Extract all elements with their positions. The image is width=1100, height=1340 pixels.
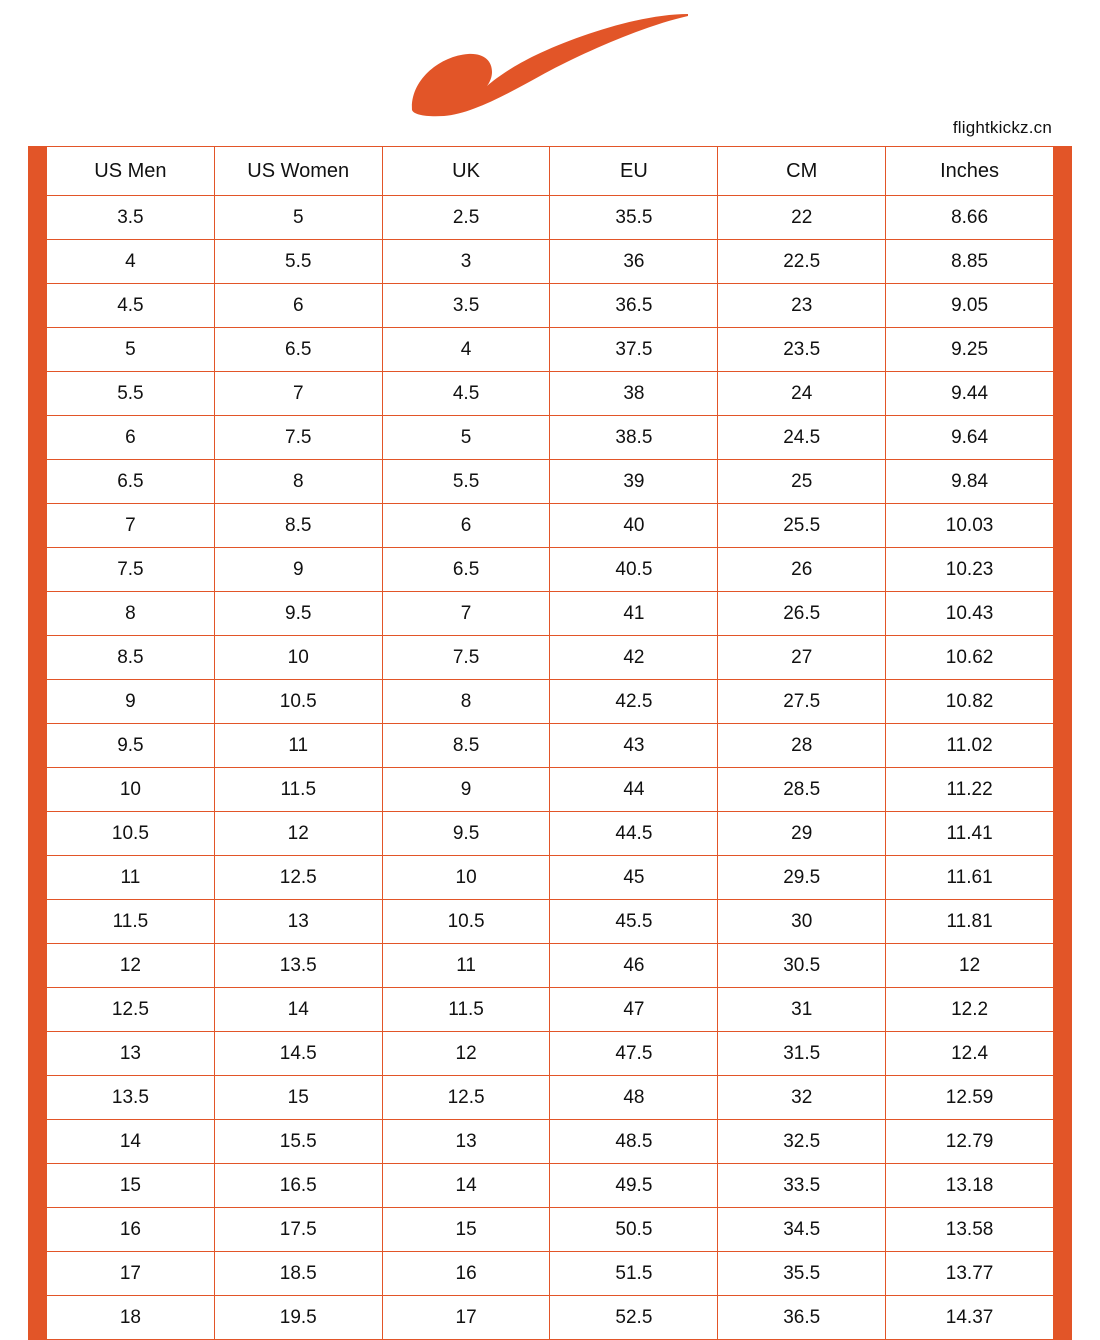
cell-inches: 13.77 (886, 1252, 1054, 1296)
cell-cm: 22 (718, 196, 886, 240)
cell-cm: 26 (718, 548, 886, 592)
table-row (47, 768, 1054, 812)
table-row (47, 548, 1054, 592)
cell-us-women: 12.5 (214, 856, 382, 900)
cell-eu: 51.5 (550, 1252, 718, 1296)
cell-us-men: 6 (47, 416, 215, 460)
cell-us-men: 4 (47, 240, 215, 284)
cell-eu: 46 (550, 944, 718, 988)
table-header-row (47, 147, 1054, 196)
table-row (47, 900, 1054, 944)
cell-uk: 8.5 (382, 724, 550, 768)
cell-uk: 6 (382, 504, 550, 548)
cell-cm: 28 (718, 724, 886, 768)
cell-cm: 31.5 (718, 1032, 886, 1076)
cell-inches: 14.37 (886, 1296, 1054, 1340)
cell-uk: 10 (382, 856, 550, 900)
cell-us-men: 10 (47, 768, 215, 812)
cell-inches: 11.61 (886, 856, 1054, 900)
cell-cm: 26.5 (718, 592, 886, 636)
cell-us-men: 13 (47, 1032, 215, 1076)
cell-eu: 35.5 (550, 196, 718, 240)
cell-inches: 11.22 (886, 768, 1054, 812)
cell-inches: 9.05 (886, 284, 1054, 328)
cell-cm: 24.5 (718, 416, 886, 460)
cell-eu: 39 (550, 460, 718, 504)
cell-cm: 24 (718, 372, 886, 416)
cell-us-women: 8.5 (214, 504, 382, 548)
cell-us-women: 12 (214, 812, 382, 856)
table-row (47, 592, 1054, 636)
cell-inches: 12.59 (886, 1076, 1054, 1120)
cell-uk: 4 (382, 328, 550, 372)
table-row (47, 1296, 1054, 1340)
cell-uk: 9.5 (382, 812, 550, 856)
cell-inches: 10.23 (886, 548, 1054, 592)
cell-uk: 7.5 (382, 636, 550, 680)
column-header-eu: EU (550, 147, 718, 196)
table-row (47, 680, 1054, 724)
cell-eu: 37.5 (550, 328, 718, 372)
cell-eu: 40.5 (550, 548, 718, 592)
cell-cm: 32 (718, 1076, 886, 1120)
cell-eu: 47.5 (550, 1032, 718, 1076)
cell-eu: 40 (550, 504, 718, 548)
cell-eu: 38.5 (550, 416, 718, 460)
table-row (47, 416, 1054, 460)
cell-cm: 23 (718, 284, 886, 328)
cell-inches: 10.03 (886, 504, 1054, 548)
cell-eu: 50.5 (550, 1208, 718, 1252)
cell-inches: 12.79 (886, 1120, 1054, 1164)
table-row (47, 1164, 1054, 1208)
cell-eu: 42 (550, 636, 718, 680)
cell-cm: 27 (718, 636, 886, 680)
cell-inches: 10.43 (886, 592, 1054, 636)
cell-inches: 12 (886, 944, 1054, 988)
cell-eu: 36.5 (550, 284, 718, 328)
cell-inches: 9.84 (886, 460, 1054, 504)
table-row (47, 1076, 1054, 1120)
cell-cm: 32.5 (718, 1120, 886, 1164)
cell-us-men: 7 (47, 504, 215, 548)
cell-cm: 33.5 (718, 1164, 886, 1208)
cell-us-men: 5.5 (47, 372, 215, 416)
cell-eu: 38 (550, 372, 718, 416)
cell-us-women: 5.5 (214, 240, 382, 284)
cell-us-men: 4.5 (47, 284, 215, 328)
cell-uk: 2.5 (382, 196, 550, 240)
table-row (47, 944, 1054, 988)
cell-eu: 48.5 (550, 1120, 718, 1164)
cell-cm: 34.5 (718, 1208, 886, 1252)
cell-uk: 10.5 (382, 900, 550, 944)
column-header-us-men: US Men (47, 147, 215, 196)
size-chart-frame (28, 146, 1072, 1340)
cell-us-women: 6 (214, 284, 382, 328)
cell-inches: 8.85 (886, 240, 1054, 284)
cell-cm: 29 (718, 812, 886, 856)
cell-eu: 44 (550, 768, 718, 812)
cell-eu: 41 (550, 592, 718, 636)
table-row (47, 284, 1054, 328)
cell-cm: 23.5 (718, 328, 886, 372)
cell-us-men: 8.5 (47, 636, 215, 680)
cell-us-men: 18 (47, 1296, 215, 1340)
cell-uk: 7 (382, 592, 550, 636)
cell-us-men: 9 (47, 680, 215, 724)
cell-inches: 10.62 (886, 636, 1054, 680)
cell-cm: 22.5 (718, 240, 886, 284)
cell-uk: 9 (382, 768, 550, 812)
cell-us-women: 16.5 (214, 1164, 382, 1208)
cell-uk: 4.5 (382, 372, 550, 416)
cell-us-men: 8 (47, 592, 215, 636)
cell-uk: 12.5 (382, 1076, 550, 1120)
cell-inches: 11.81 (886, 900, 1054, 944)
table-row (47, 372, 1054, 416)
cell-us-men: 12 (47, 944, 215, 988)
table-row (47, 196, 1054, 240)
cell-inches: 13.18 (886, 1164, 1054, 1208)
cell-cm: 36.5 (718, 1296, 886, 1340)
table-row (47, 856, 1054, 900)
cell-cm: 31 (718, 988, 886, 1032)
cell-eu: 45.5 (550, 900, 718, 944)
table-row (47, 988, 1054, 1032)
cell-us-women: 11.5 (214, 768, 382, 812)
cell-us-women: 6.5 (214, 328, 382, 372)
cell-cm: 25.5 (718, 504, 886, 548)
cell-inches: 13.58 (886, 1208, 1054, 1252)
cell-us-women: 7 (214, 372, 382, 416)
cell-us-men: 6.5 (47, 460, 215, 504)
cell-inches: 12.2 (886, 988, 1054, 1032)
cell-uk: 16 (382, 1252, 550, 1296)
cell-us-women: 15 (214, 1076, 382, 1120)
cell-cm: 35.5 (718, 1252, 886, 1296)
cell-us-men: 11.5 (47, 900, 215, 944)
cell-inches: 12.4 (886, 1032, 1054, 1076)
cell-eu: 42.5 (550, 680, 718, 724)
cell-uk: 8 (382, 680, 550, 724)
cell-us-women: 10.5 (214, 680, 382, 724)
cell-eu: 44.5 (550, 812, 718, 856)
cell-uk: 6.5 (382, 548, 550, 592)
cell-us-women: 5 (214, 196, 382, 240)
table-row (47, 1208, 1054, 1252)
cell-us-women: 13 (214, 900, 382, 944)
cell-us-women: 14 (214, 988, 382, 1032)
cell-uk: 12 (382, 1032, 550, 1076)
cell-inches: 9.64 (886, 416, 1054, 460)
cell-cm: 30 (718, 900, 886, 944)
cell-inches: 9.44 (886, 372, 1054, 416)
table-row (47, 328, 1054, 372)
cell-inches: 11.02 (886, 724, 1054, 768)
cell-us-women: 18.5 (214, 1252, 382, 1296)
size-chart-table (46, 146, 1054, 1340)
cell-us-men: 7.5 (47, 548, 215, 592)
cell-eu: 49.5 (550, 1164, 718, 1208)
cell-eu: 48 (550, 1076, 718, 1120)
cell-us-men: 15 (47, 1164, 215, 1208)
cell-us-men: 17 (47, 1252, 215, 1296)
cell-uk: 5.5 (382, 460, 550, 504)
column-header-uk: UK (382, 147, 550, 196)
table-row (47, 1120, 1054, 1164)
cell-inches: 8.66 (886, 196, 1054, 240)
watermark: flightkickz.cn (952, 118, 1052, 137)
cell-us-men: 12.5 (47, 988, 215, 1032)
cell-uk: 5 (382, 416, 550, 460)
cell-us-men: 16 (47, 1208, 215, 1252)
table-row (47, 636, 1054, 680)
cell-us-men: 10.5 (47, 812, 215, 856)
cell-us-men: 13.5 (47, 1076, 215, 1120)
cell-us-women: 11 (214, 724, 382, 768)
cell-us-women: 19.5 (214, 1296, 382, 1340)
cell-us-men: 14 (47, 1120, 215, 1164)
cell-us-women: 9.5 (214, 592, 382, 636)
cell-uk: 14 (382, 1164, 550, 1208)
table-row (47, 1032, 1054, 1076)
cell-cm: 30.5 (718, 944, 886, 988)
cell-us-women: 13.5 (214, 944, 382, 988)
cell-inches: 11.41 (886, 812, 1054, 856)
cell-us-women: 7.5 (214, 416, 382, 460)
column-header-cm: CM (718, 147, 886, 196)
cell-us-men: 11 (47, 856, 215, 900)
cell-cm: 25 (718, 460, 886, 504)
cell-eu: 47 (550, 988, 718, 1032)
cell-us-women: 17.5 (214, 1208, 382, 1252)
column-header-us-women: US Women (214, 147, 382, 196)
table-row (47, 460, 1054, 504)
cell-uk: 17 (382, 1296, 550, 1340)
brand-logo (0, 0, 1100, 118)
cell-uk: 15 (382, 1208, 550, 1252)
table-body (47, 196, 1054, 1340)
table-row (47, 1252, 1054, 1296)
cell-uk: 11 (382, 944, 550, 988)
cell-cm: 27.5 (718, 680, 886, 724)
table-row (47, 812, 1054, 856)
cell-inches: 10.82 (886, 680, 1054, 724)
cell-us-men: 5 (47, 328, 215, 372)
cell-inches: 9.25 (886, 328, 1054, 372)
cell-eu: 52.5 (550, 1296, 718, 1340)
cell-eu: 43 (550, 724, 718, 768)
cell-uk: 11.5 (382, 988, 550, 1032)
cell-cm: 28.5 (718, 768, 886, 812)
column-header-inches: Inches (886, 147, 1054, 196)
cell-us-women: 15.5 (214, 1120, 382, 1164)
cell-eu: 45 (550, 856, 718, 900)
cell-us-men: 3.5 (47, 196, 215, 240)
cell-us-women: 9 (214, 548, 382, 592)
cell-eu: 36 (550, 240, 718, 284)
nike-swoosh-icon (400, 14, 700, 119)
cell-uk: 3 (382, 240, 550, 284)
cell-us-men: 9.5 (47, 724, 215, 768)
cell-us-women: 14.5 (214, 1032, 382, 1076)
cell-uk: 13 (382, 1120, 550, 1164)
cell-uk: 3.5 (382, 284, 550, 328)
cell-cm: 29.5 (718, 856, 886, 900)
cell-us-women: 8 (214, 460, 382, 504)
table-row (47, 240, 1054, 284)
table-row (47, 504, 1054, 548)
table-row (47, 724, 1054, 768)
cell-us-women: 10 (214, 636, 382, 680)
